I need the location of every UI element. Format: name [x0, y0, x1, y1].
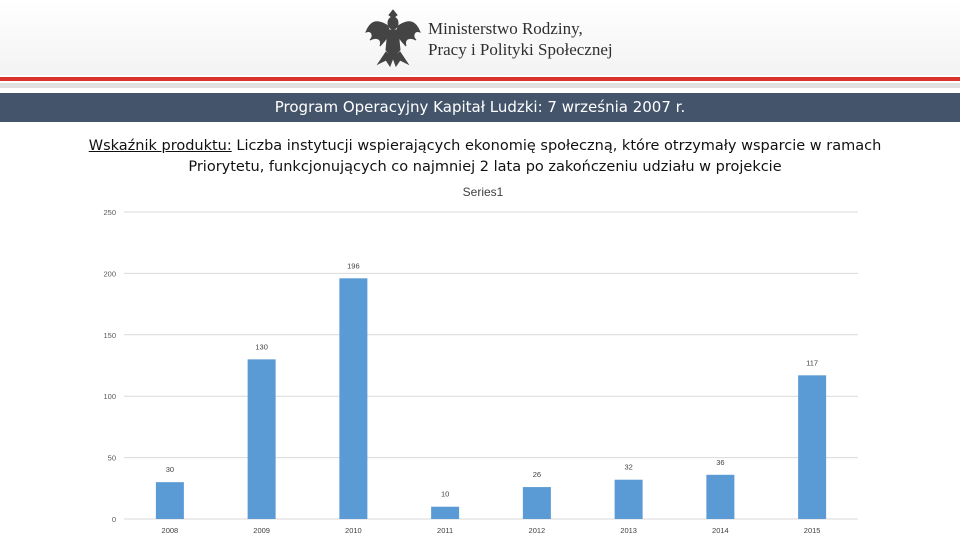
- y-tick-label: 250: [103, 208, 116, 217]
- grey-divider-stripe: [0, 83, 960, 88]
- bar-chart: [0, 180, 960, 540]
- y-tick-label: 0: [111, 515, 116, 524]
- bar: [339, 278, 367, 519]
- program-banner: [0, 93, 960, 122]
- program-title: Program Operacyjny Kapitał Ludzki: 7 września 2007 r.: [274, 98, 686, 116]
- y-tick-label: 100: [103, 392, 116, 402]
- bar: [523, 487, 551, 519]
- y-tick-label: 50: [107, 453, 116, 463]
- data-label: 130: [255, 342, 268, 352]
- red-divider-stripe: [0, 77, 960, 81]
- data-label: 196: [347, 261, 360, 271]
- eagle-emblem-icon: [364, 6, 422, 70]
- ministry-name-line2: Pracy i Polityki Społecznej: [428, 40, 613, 59]
- x-tick-label: 2015: [803, 526, 821, 535]
- data-label: 36: [716, 457, 725, 467]
- x-tick-label: 2011: [437, 526, 454, 535]
- data-label: 10: [440, 489, 450, 499]
- x-tick-label: 2012: [528, 526, 546, 535]
- x-tick-label: 2009: [253, 526, 270, 535]
- data-label: 117: [806, 358, 819, 368]
- y-tick-label: 150: [103, 330, 116, 340]
- indicator-lead: Wskaźnik produktu:: [88, 138, 232, 154]
- x-tick-label: 2014: [712, 526, 729, 535]
- ministry-name-line1: Ministerstwo Rodziny,: [428, 19, 583, 38]
- bar: [798, 375, 826, 519]
- x-tick-label: 2013: [620, 526, 637, 535]
- bar: [615, 480, 643, 519]
- chart-title: Series1: [462, 185, 504, 199]
- bar: [431, 507, 459, 519]
- bar: [156, 482, 184, 519]
- y-tick-label: 200: [103, 269, 116, 279]
- x-tick-label: 2008: [161, 526, 179, 535]
- x-tick-label: 2010: [345, 526, 362, 535]
- ministry-header: [0, 0, 960, 75]
- data-label: 26: [532, 470, 542, 480]
- ministry-name: [428, 18, 613, 60]
- bar: [706, 475, 734, 519]
- bar: [248, 359, 276, 519]
- indicator-text: Liczba instytucji wspierających ekonomię społeczną, które otrzymały wsparcie w ramach Priorytetu, funkcjonujących co najmniej 2 lata po zakończeniu udziału w projekcie: [188, 138, 882, 175]
- data-label: 30: [165, 465, 175, 475]
- indicator-description: [60, 136, 910, 178]
- data-label: 32: [624, 462, 633, 472]
